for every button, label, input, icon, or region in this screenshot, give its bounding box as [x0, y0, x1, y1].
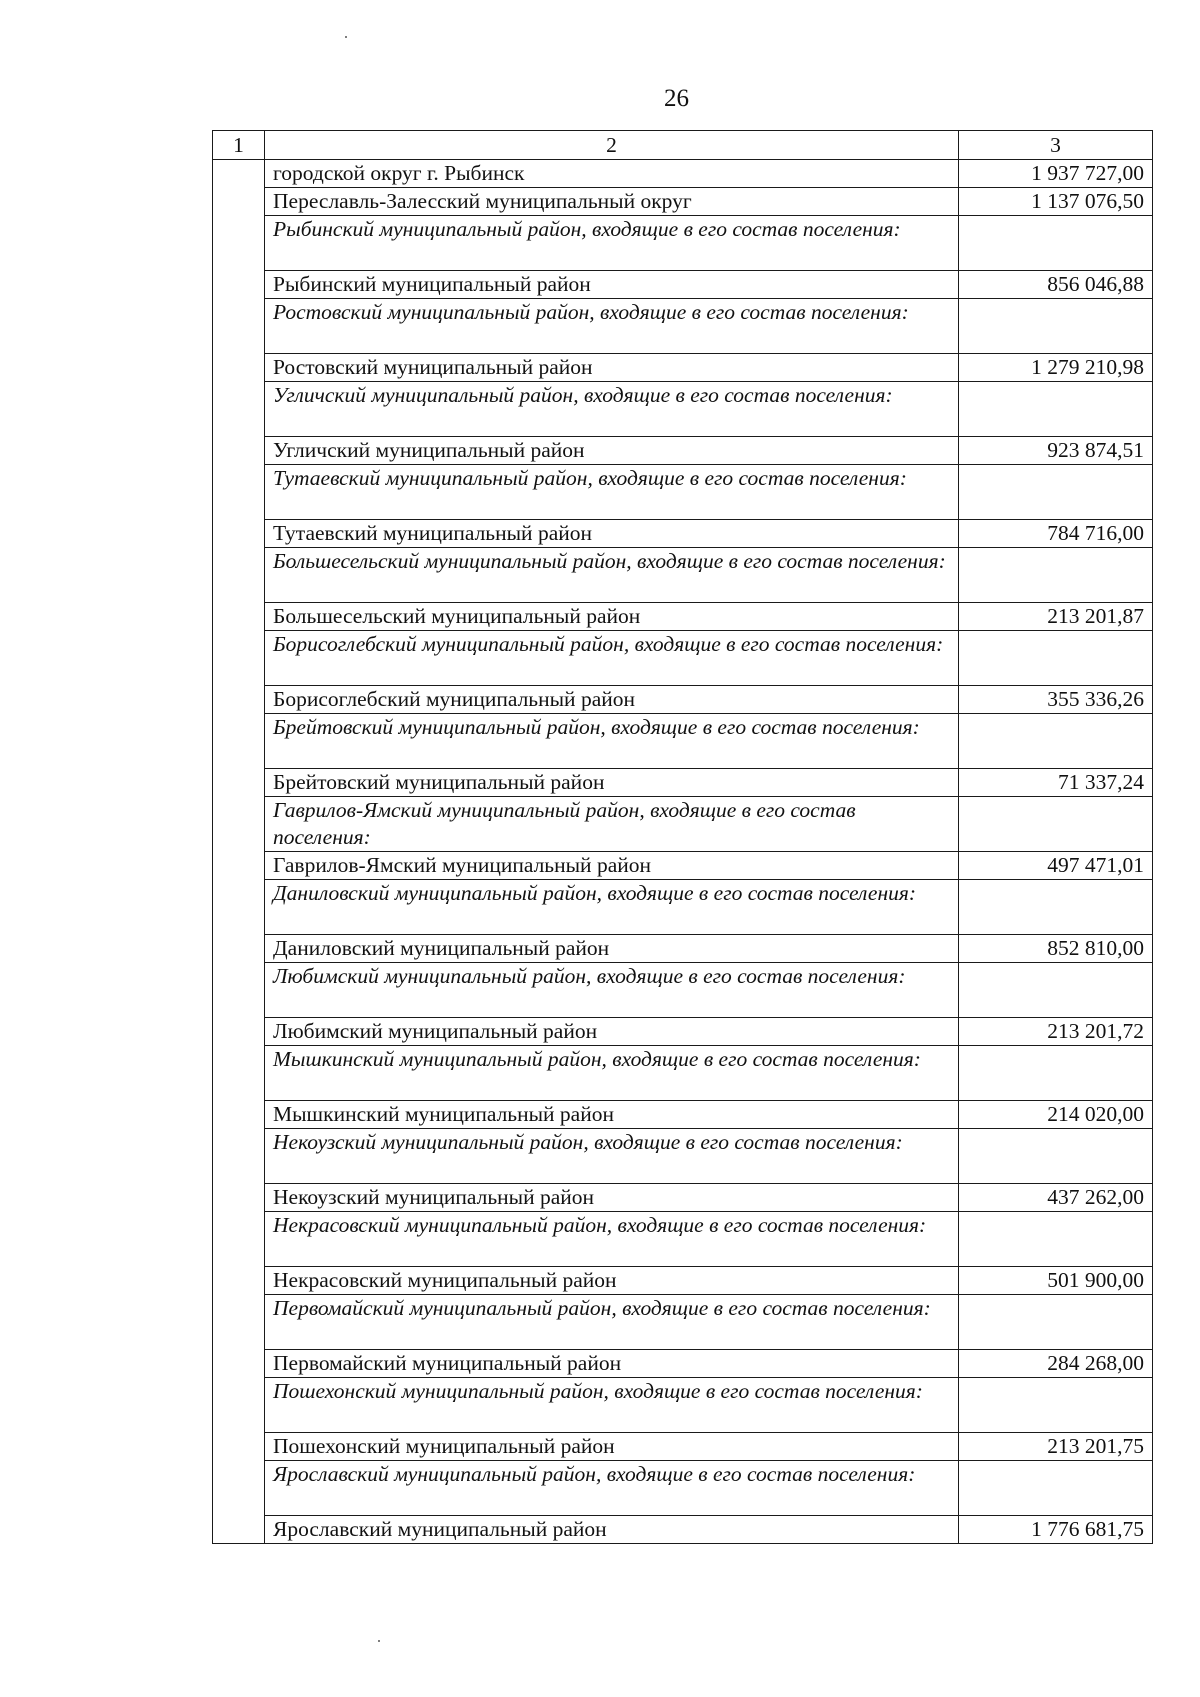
index-cell [213, 797, 265, 852]
index-cell [213, 160, 265, 188]
index-cell [213, 769, 265, 797]
index-cell [213, 216, 265, 271]
table-row [213, 852, 1153, 880]
column-header-2: 2 [265, 131, 959, 160]
name-cell: Пошехонский муниципальный район, входящие в его состав поселения: [265, 1378, 959, 1433]
table-row-group-heading [213, 299, 1153, 354]
name-cell: Любимский муниципальный район, входящие в его состав поселения: [265, 963, 959, 1018]
index-cell [213, 1018, 265, 1046]
name-cell: Тутаевский муниципальный район, входящие в его состав поселения: [265, 465, 959, 520]
table-row-group-heading [213, 631, 1153, 686]
table-row-group-heading [213, 797, 1153, 852]
scan-speck [345, 36, 347, 38]
value-cell: 1 137 076,50 [959, 188, 1153, 216]
value-cell [959, 1461, 1153, 1516]
name-cell: Рыбинский муниципальный район [265, 271, 959, 299]
name-cell: Даниловский муниципальный район, входящие в его состав поселения: [265, 880, 959, 935]
index-cell [213, 1295, 265, 1350]
value-cell [959, 382, 1153, 437]
table-row-group-heading [213, 1461, 1153, 1516]
value-cell [959, 299, 1153, 354]
index-cell [213, 548, 265, 603]
table-row [213, 1433, 1153, 1461]
index-cell [213, 935, 265, 963]
index-cell [213, 1129, 265, 1184]
table-row-group-heading [213, 548, 1153, 603]
name-cell: Брейтовский муниципальный район, входящие в его состав поселения: [265, 714, 959, 769]
index-cell [213, 1461, 265, 1516]
name-cell: Даниловский муниципальный район [265, 935, 959, 963]
value-cell [959, 963, 1153, 1018]
scan-speck [378, 1640, 380, 1642]
table-row-group-heading [213, 465, 1153, 520]
index-cell [213, 686, 265, 714]
value-cell: 501 900,00 [959, 1267, 1153, 1295]
table-row-group-heading [213, 382, 1153, 437]
value-cell [959, 1046, 1153, 1101]
value-cell [959, 216, 1153, 271]
column-header-3: 3 [959, 131, 1153, 160]
table-row-group-heading [213, 1378, 1153, 1433]
name-cell: Угличский муниципальный район, входящие в его состав поселения: [265, 382, 959, 437]
value-cell [959, 465, 1153, 520]
value-cell: 355 336,26 [959, 686, 1153, 714]
value-cell: 437 262,00 [959, 1184, 1153, 1212]
value-cell [959, 631, 1153, 686]
name-cell: Ярославский муниципальный район, входящие в его состав поселения: [265, 1461, 959, 1516]
table-row-group-heading [213, 216, 1153, 271]
name-cell: Ростовский муниципальный район [265, 354, 959, 382]
budget-table [212, 130, 1153, 1544]
value-cell: 71 337,24 [959, 769, 1153, 797]
value-cell: 1 776 681,75 [959, 1516, 1153, 1544]
value-cell: 1 279 210,98 [959, 354, 1153, 382]
index-cell [213, 1267, 265, 1295]
table-row [213, 354, 1153, 382]
value-cell: 214 020,00 [959, 1101, 1153, 1129]
index-cell [213, 880, 265, 935]
value-cell: 856 046,88 [959, 271, 1153, 299]
value-cell: 1 937 727,00 [959, 160, 1153, 188]
index-cell [213, 354, 265, 382]
index-cell [213, 188, 265, 216]
table-row [213, 1516, 1153, 1544]
index-cell [213, 1350, 265, 1378]
name-cell: Большесельский муниципальный район [265, 603, 959, 631]
name-cell: Первомайский муниципальный район, входящие в его состав поселения: [265, 1295, 959, 1350]
name-cell: Любимский муниципальный район [265, 1018, 959, 1046]
name-cell: Угличский муниципальный район [265, 437, 959, 465]
name-cell: Пошехонский муниципальный район [265, 1433, 959, 1461]
value-cell [959, 548, 1153, 603]
index-cell [213, 1184, 265, 1212]
value-cell [959, 1212, 1153, 1267]
value-cell [959, 1378, 1153, 1433]
value-cell: 497 471,01 [959, 852, 1153, 880]
table-row [213, 1101, 1153, 1129]
value-cell: 284 268,00 [959, 1350, 1153, 1378]
name-cell: Тутаевский муниципальный район [265, 520, 959, 548]
index-cell [213, 1212, 265, 1267]
index-cell [213, 603, 265, 631]
column-header-1: 1 [213, 131, 265, 160]
value-cell: 213 201,87 [959, 603, 1153, 631]
table-row [213, 935, 1153, 963]
table-row-group-heading [213, 1212, 1153, 1267]
index-cell [213, 382, 265, 437]
table-row [213, 769, 1153, 797]
value-cell: 213 201,72 [959, 1018, 1153, 1046]
index-cell [213, 631, 265, 686]
name-cell: Некоузский муниципальный район [265, 1184, 959, 1212]
name-cell: Мышкинский муниципальный район, входящие в его состав поселения: [265, 1046, 959, 1101]
table-row [213, 1018, 1153, 1046]
index-cell [213, 1101, 265, 1129]
index-cell [213, 1433, 265, 1461]
name-cell: Гаврилов-Ямский муниципальный район, входящие в его состав поселения: [265, 797, 959, 852]
page-number: 26 [664, 85, 689, 112]
name-cell: Гаврилов-Ямский муниципальный район [265, 852, 959, 880]
table-row [213, 1267, 1153, 1295]
name-cell: Ростовский муниципальный район, входящие в его состав поселения: [265, 299, 959, 354]
index-cell [213, 437, 265, 465]
table-body [213, 160, 1153, 1544]
name-cell: Ярославский муниципальный район [265, 1516, 959, 1544]
index-cell [213, 963, 265, 1018]
table-row-group-heading [213, 1046, 1153, 1101]
value-cell: 213 201,75 [959, 1433, 1153, 1461]
index-cell [213, 1046, 265, 1101]
table-row [213, 188, 1153, 216]
table-row [213, 520, 1153, 548]
table-row-group-heading [213, 1295, 1153, 1350]
table-row-group-heading [213, 963, 1153, 1018]
index-cell [213, 271, 265, 299]
table-row-group-heading [213, 880, 1153, 935]
value-cell [959, 880, 1153, 935]
name-cell: городской округ г. Рыбинск [265, 160, 959, 188]
table-row [213, 437, 1153, 465]
name-cell: Мышкинский муниципальный район [265, 1101, 959, 1129]
index-cell [213, 465, 265, 520]
table-row-group-heading [213, 1129, 1153, 1184]
table-header-row [213, 131, 1153, 160]
index-cell [213, 520, 265, 548]
value-cell [959, 1295, 1153, 1350]
name-cell: Первомайский муниципальный район [265, 1350, 959, 1378]
index-cell [213, 852, 265, 880]
name-cell: Переславль-Залесский муниципальный округ [265, 188, 959, 216]
index-cell [213, 299, 265, 354]
table-row [213, 160, 1153, 188]
name-cell: Большесельский муниципальный район, входящие в его состав поселения: [265, 548, 959, 603]
value-cell [959, 797, 1153, 852]
name-cell: Рыбинский муниципальный район, входящие в его состав поселения: [265, 216, 959, 271]
value-cell [959, 714, 1153, 769]
name-cell: Борисоглебский муниципальный район, входящие в его состав поселения: [265, 631, 959, 686]
name-cell: Некрасовский муниципальный район, входящие в его состав поселения: [265, 1212, 959, 1267]
table-row [213, 271, 1153, 299]
name-cell: Борисоглебский муниципальный район [265, 686, 959, 714]
index-cell [213, 1378, 265, 1433]
table-row [213, 1184, 1153, 1212]
table-row [213, 1350, 1153, 1378]
index-cell [213, 1516, 265, 1544]
value-cell: 852 810,00 [959, 935, 1153, 963]
table-row-group-heading [213, 714, 1153, 769]
value-cell [959, 1129, 1153, 1184]
name-cell: Некрасовский муниципальный район [265, 1267, 959, 1295]
value-cell: 923 874,51 [959, 437, 1153, 465]
name-cell: Брейтовский муниципальный район [265, 769, 959, 797]
table-row [213, 686, 1153, 714]
value-cell: 784 716,00 [959, 520, 1153, 548]
index-cell [213, 714, 265, 769]
name-cell: Некоузский муниципальный район, входящие в его состав поселения: [265, 1129, 959, 1184]
table-row [213, 603, 1153, 631]
